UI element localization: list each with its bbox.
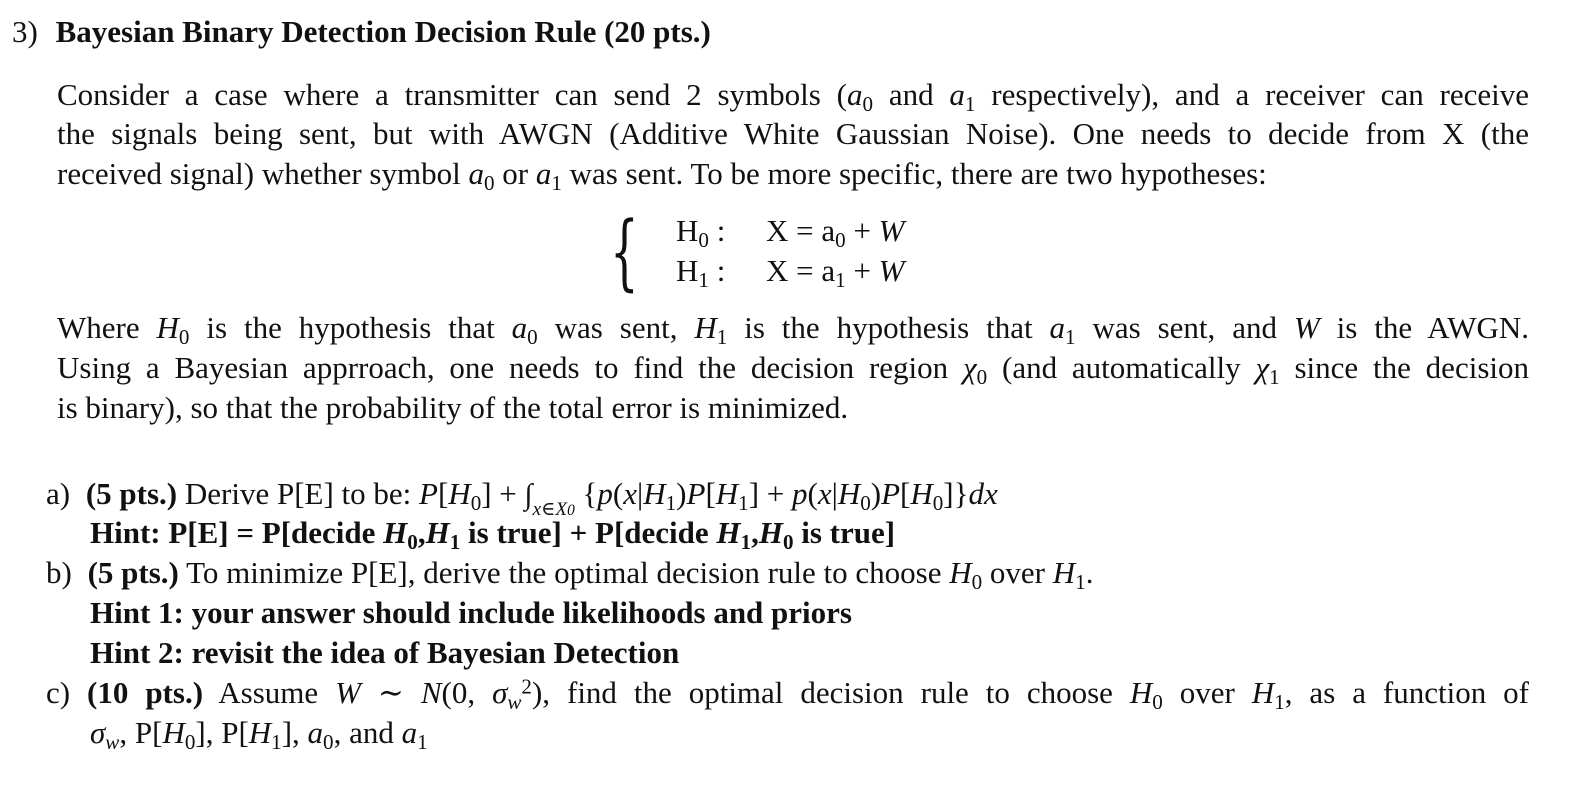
part-b-hint-2: Hint 2: revisit the idea of Bayesian Detection [90,635,680,670]
part-c-label: c) [46,675,71,710]
part-a [46,476,998,520]
part-a-text: Derive P[E] to be: $P[H_0] + \int_{x\in X0}$ $\{p(x|H_1)P[H_1] + p(x|H_0)P[H_0]\}dx$ [184,476,998,520]
h1-label: $H_1$ : [676,253,726,292]
problem-heading [12,14,711,50]
intro-line-2: the signals being sent, but with AWGN (Additive White Gaussian Noise). One needs to decide from X (the [57,116,1529,151]
intro-line-3: received signal) whether symbol $a_0$ or $a_1$ was sent. To be more specific, there are two hypotheses: [57,156,1267,195]
part-a-hint: Hint: P[E] = P[decide $H_0,H_1$ is true] + P[decide $H_1,H_0$ is true] [90,515,896,554]
explanation-line-1: Where $H_0$ is the hypothesis that $a_0$ was sent, $H_1$ is the hypothesis that $a_1$ was sent, and W is the AWGN. [57,310,1529,349]
part-b-label: b) [46,555,72,590]
h0-equation: $X = a_0 + W$ [766,213,905,252]
part-b [46,555,1094,594]
problem-title: Bayesian Binary Detection Decision Rule (20 pts.) [55,14,711,49]
left-brace: { [610,205,639,300]
part-b-text: To minimize P[E], derive the optimal decision rule to choose $H_0$ over $H_1$. [186,555,1094,594]
problem-number: 3) [12,14,38,49]
part-a-points: (5 pts.) [85,476,178,511]
explanation-line-2: Using a Bayesian apprroach, one needs to find the decision region $\chi_0$ (and automatically $\chi_1$ since the decision [57,350,1529,389]
part-c: c) (10 pts.) Assume W ∼ N(0, $\sigma_w^2$), find the optimal decision rule to choose $H_0$ over $H_1$, as a function of [46,674,1530,714]
h1-equation: $X = a_1 + W$ [766,253,905,292]
part-c-points: (10 pts.) [87,675,204,710]
part-b-points: (5 pts.) [87,555,179,590]
intro-line-1: Consider a case where a transmitter can send 2 symbols ($a_0$ and $a_1$ respectively), and a receiver can receive [57,77,1529,116]
explanation-line-3: is binary), so that the probability of the total error is minimized. [57,390,849,425]
part-c-line-2: $\sigma_w$, $P[H_0]$, $P[H_1]$, $a_0$, and $a_1$ [90,715,428,754]
h0-label: $H_0$ : [676,213,726,252]
part-b-hint-1: Hint 1: your answer should include likelihoods and priors [90,595,852,630]
part-a-label: a) [46,476,71,511]
